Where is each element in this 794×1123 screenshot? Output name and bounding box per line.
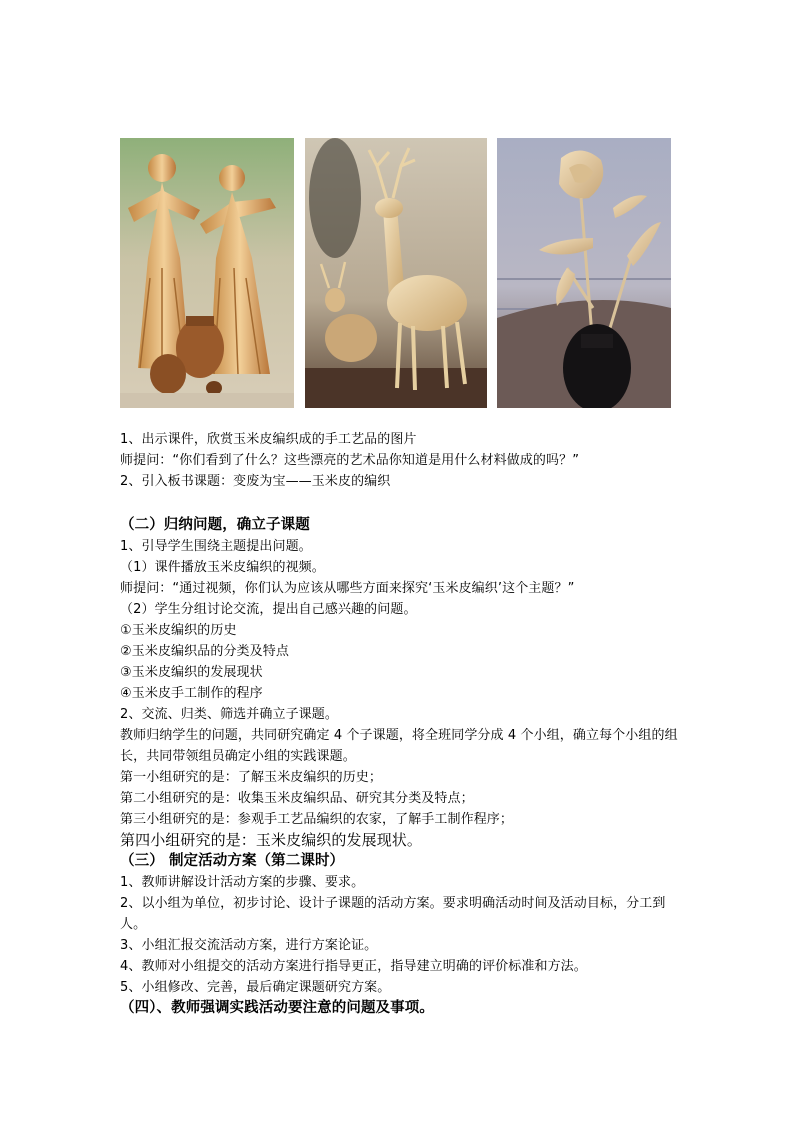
- list-item: ②玉米皮编织品的分类及特点: [120, 644, 289, 659]
- lesson-body-text: [120, 429, 680, 1019]
- list-item: ④玉米皮手工制作的程序: [120, 686, 263, 701]
- list-item: 2、交流、归类、筛选并确立子课题。: [120, 707, 338, 722]
- list-item: 1、引导学生围绕主题提出问题。: [120, 539, 312, 554]
- corn-husk-flowers-photo: [497, 138, 671, 408]
- section-3-heading: （三） 制定活动方案（第二课时）: [120, 853, 345, 869]
- list-item: 4、教师对小组提交的活动方案进行指导更正，指导建立明确的评价标准和方法。: [120, 959, 587, 974]
- list-item: ③玉米皮编织的发展现状: [120, 665, 263, 680]
- list-item: 1、教师讲解设计活动方案的步骤、要求。: [120, 875, 365, 890]
- list-item: （1）课件播放玉米皮编织的视频。: [120, 560, 325, 575]
- list-item: 第一小组研究的是：了解玉米皮编织的历史；: [120, 770, 383, 785]
- list-item: 第四小组研究的是：玉米皮编织的发展现状。: [120, 831, 423, 849]
- list-item: 第三小组研究的是：参观手工艺品编织的农家，了解手工制作程序；: [120, 812, 514, 827]
- corn-husk-deer-photo: [305, 138, 487, 408]
- corn-husk-dolls-photo: [120, 138, 294, 408]
- paragraph: 2、以小组为单位，初步讨论、设计子课题的活动方案。要求明确活动时间及活动目标，分工到人。: [120, 896, 666, 932]
- list-item: 5、小组修改、完善，最后确定课题研究方案。: [120, 980, 391, 995]
- step-1-line: 1、出示课件，欣赏玉米皮编织成的手工艺品的图片: [120, 432, 417, 447]
- list-item: 3、小组汇报交流活动方案，进行方案论证。: [120, 938, 378, 953]
- section-4-heading: （四）、教师强调实践活动要注意的问题及事项。: [120, 1000, 434, 1016]
- paragraph: 教师归纳学生的问题，共同研究确定 4 个子课题，将全班同学分成 4 个小组，确立每个小组的组长，共同带领组员确定小组的实践课题。: [120, 728, 678, 764]
- section-2-heading: （二）归纳问题，确立子课题: [120, 517, 310, 533]
- list-item: 师提问：“通过视频，你们认为应该从哪些方面来探究‘玉米皮编织’这个主题？”: [120, 581, 575, 596]
- list-item: 第二小组研究的是：收集玉米皮编织品、研究其分类及特点；: [120, 791, 474, 806]
- list-item: ①玉米皮编织的历史: [120, 623, 237, 638]
- teacher-question-line: 师提问：“你们看到了什么？这些漂亮的艺术品你知道是用什么材料做成的吗？”: [120, 453, 580, 468]
- step-2-line: 2、引入板书课题：变废为宝——玉米皮的编织: [120, 474, 391, 489]
- list-item: （2）学生分组讨论交流，提出自己感兴趣的问题。: [120, 602, 417, 617]
